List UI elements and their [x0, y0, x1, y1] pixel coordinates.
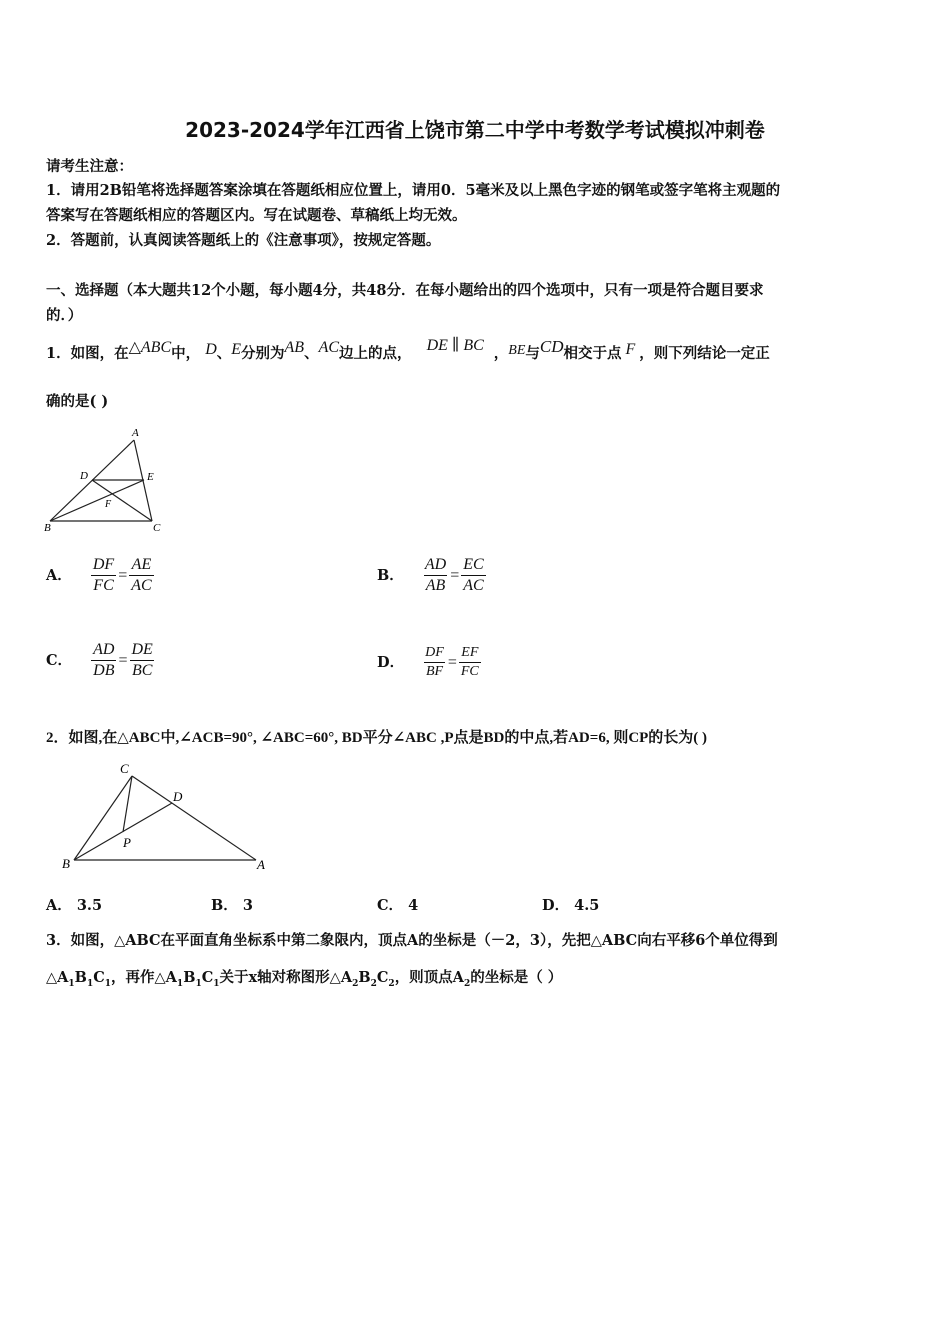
q1-label-a: A [132, 427, 139, 439]
q3-line-1: 3．如图，△ABC在平面直角坐标系中第二象限内，顶点A的坐标是（－2，3），先把△ABC向右平移6个单位得到 [46, 932, 778, 949]
q1-text-7: ，则下列结论一定正 [639, 345, 770, 362]
fraction: $\frac{DE}{BC}$ [131, 641, 153, 679]
q1-option-a-label: A． [46, 567, 72, 584]
q1-text-6: 相交于点 [563, 345, 622, 362]
section1-line-1: 一、选择题（本大题共12个小题，每小题4分，共48分．在每小题给出的四个选项中，只有一项是符合题目要求 [46, 282, 764, 299]
q1-stem-end: 确的是( ) [46, 393, 109, 410]
notice-heading: 请考生注意： [46, 158, 133, 175]
q2-option-b[interactable]: B． 3 [211, 897, 253, 914]
q1-stem [46, 333, 770, 367]
q1-label-b: B [44, 522, 51, 534]
notice-line-1: 1．请用2B铅笔将选择题答案涂填在答题纸相应位置上，请用0．5毫米及以上黑色字迹的钢笔或签字笔将主观题的 [46, 182, 781, 199]
q1-label-e: E [147, 471, 154, 483]
q1-text-1: 1．如图，在 [46, 345, 129, 362]
q1-seg-cd: CD [539, 337, 564, 356]
q2-label-b: B [62, 856, 70, 871]
q1-triangle: △ABC [128, 339, 172, 356]
fraction: $\frac{DF}{BF}$ [425, 645, 444, 679]
q2-option-c[interactable]: C． 4 [377, 897, 419, 914]
q1-triangle-figure [40, 425, 170, 537]
q1-option-d[interactable]: D． $\frac{DF}{BF}$ = $\frac{EF}{FC}$ [377, 645, 479, 679]
q1-parallel: DE ∥ BC [426, 337, 484, 354]
q1-text-3: 分别为 [241, 345, 285, 362]
fraction: $\frac{DF}{FC}$ [92, 556, 115, 594]
q1-line-cd [92, 480, 152, 521]
q1-line-be [50, 480, 144, 521]
q2-stem: 2．如图,在△ABC中,∠ACB=90°, ∠ABC=60°, BD平分∠ABC ,P点是BD的中点,若AD=6, 则CP的长为( ) [46, 730, 708, 746]
q1-text-2: 中， [171, 345, 201, 362]
notice-line-2: 2．答题前，认真阅读答题纸上的《注意事项》，按规定答题。 [46, 232, 441, 249]
q1-text-5: 与 [525, 345, 540, 362]
page-title: 2023-2024学年江西省上饶市第二中学中考数学考试模拟冲刺卷 [185, 118, 765, 142]
q3-line-2: $\triangle A_1B_1C_1$，再作$\triangle A_1B_1C_1$关于x轴对称图形$\triangle A_2B_2C_2$，则顶点$A_2$的坐标是（ ） [46, 969, 563, 989]
fraction: $\frac{AD}{DB}$ [93, 641, 115, 679]
q2-label-c: C [120, 761, 129, 776]
q1-point-d: D [205, 341, 217, 358]
section1-line-2: 的．） [46, 307, 83, 324]
fraction: $\frac{AD}{AB}$ [424, 556, 447, 594]
q1-label-d: D [80, 470, 88, 482]
q1-option-d-label: D． [377, 654, 405, 671]
q2-line-cp [123, 776, 132, 832]
q1-seg-ac: AC [318, 339, 340, 356]
q1-point-e: E [231, 341, 242, 358]
notice-line-1b: 答案写在答题纸相应的答题区内。写在试题卷、草稿纸上均无效。 [46, 207, 467, 224]
q2-option-d[interactable]: D． 4.5 [542, 897, 600, 914]
q1-option-c[interactable]: C． $\frac{AD}{DB}$ = $\frac{DE}{BC}$ [46, 641, 153, 679]
q1-label-f: F [105, 499, 112, 510]
fraction: $\frac{EF}{FC}$ [460, 645, 479, 679]
q1-seg-ab: AB [284, 339, 305, 356]
q1-option-a[interactable]: A． $\frac{DF}{FC}$ = $\frac{AE}{AC}$ [46, 556, 152, 594]
q1-seg-be: BE [508, 343, 526, 358]
fraction: $\frac{AE}{AC}$ [131, 556, 152, 594]
q1-label-c: C [153, 522, 161, 534]
fraction: $\frac{EC}{AC}$ [463, 556, 484, 594]
q2-option-a[interactable]: A． 3.5 [46, 897, 103, 914]
q1-option-b[interactable]: B． $\frac{AD}{AB}$ = $\frac{EC}{AC}$ [377, 556, 484, 594]
q1-text-4: 边上的点， [339, 345, 412, 362]
q1-sep-2: 、 [304, 345, 319, 362]
q1-point-f: F [625, 341, 636, 358]
q2-label-p: P [123, 835, 131, 850]
q1-comma: ， [493, 345, 509, 362]
q1-option-c-label: C． [46, 652, 73, 669]
q2-triangle-figure [58, 758, 273, 873]
q1-sep-1: 、 [216, 345, 232, 362]
q2-line-ca [132, 776, 256, 860]
q2-label-d: D [173, 789, 183, 804]
q1-option-b-label: B． [377, 567, 404, 584]
q2-label-a: A [257, 857, 265, 872]
